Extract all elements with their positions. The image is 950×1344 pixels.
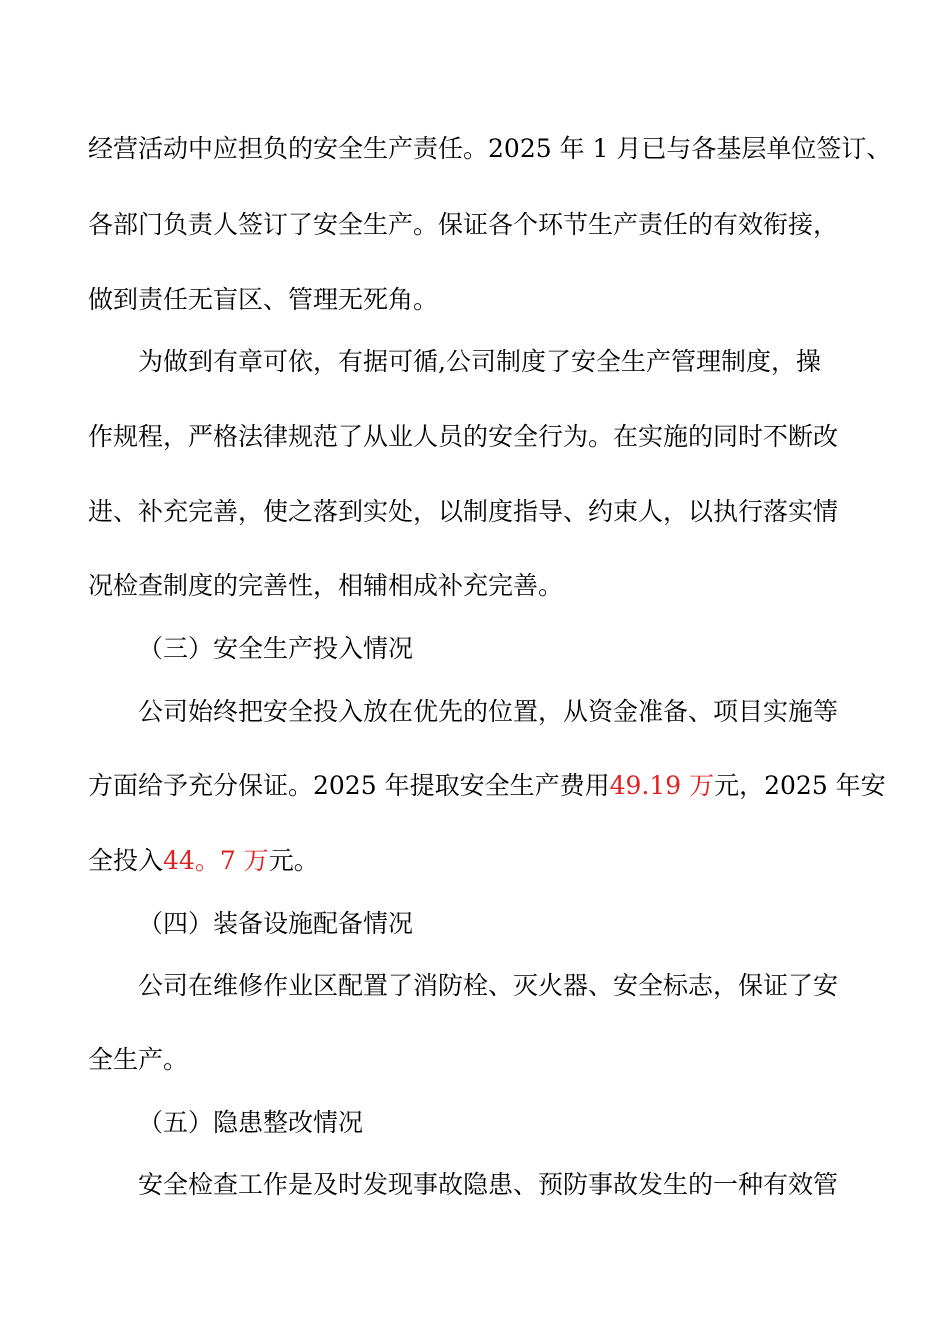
section-heading-3: （三）安全生产投入情况: [138, 634, 414, 663]
paragraph-2-line-1: 为做到有章可依，有据可循,公司制度了安全生产管理制度，操: [138, 347, 821, 376]
paragraph-3-line-2-text-b: 元，2025 年安: [714, 771, 886, 800]
paragraph-1-line-2: 各部门负责人签订了安全生产。保证各个环节生产责任的有效衔接，: [88, 210, 839, 239]
paragraph-4-line-1: 公司在维修作业区配置了消防栓、灭火器、安全标志，保证了安: [138, 971, 839, 1000]
paragraph-3-line-2-text-a: 方面给予充分保证。2025 年提取安全生产费用: [88, 771, 610, 800]
paragraph-5-line-1: 安全检查工作是及时发现事故隐患、预防事故发生的一种有效管: [138, 1170, 839, 1199]
paragraph-2-line-2: 作规程，严格法律规范了从业人员的安全行为。在实施的同时不断改: [88, 422, 839, 451]
paragraph-3-line-2: [88, 771, 886, 801]
paragraph-2-line-4: 况检查制度的完善性，相辅相成补充完善。: [88, 571, 564, 600]
section-heading-5: （五）隐患整改情况: [138, 1108, 364, 1137]
paragraph-3-line-1: 公司始终把安全投入放在优先的位置，从资金准备、项目实施等: [138, 697, 839, 726]
paragraph-3-line-3-text-a: 全投入: [88, 846, 164, 875]
paragraph-4-line-2: 全生产。: [88, 1045, 189, 1074]
paragraph-3-line-3-text-b: 元。: [268, 846, 319, 875]
section-heading-4: （四）装备设施配备情况: [138, 909, 414, 938]
paragraph-1-line-1: 经营活动中应担负的安全生产责任。2025 年 1 月已与各基层单位签订、: [88, 134, 892, 163]
paragraph-1-line-3: 做到责任无盲区、管理无死角。: [88, 285, 439, 314]
paragraph-3-line-3: [88, 846, 319, 876]
safety-investment-amount: 44。7 万: [163, 846, 269, 875]
paragraph-2-line-3: 进、补充完善，使之落到实处，以制度指导、约束人，以执行落实情: [88, 497, 839, 526]
safety-fee-amount: 49.19 万: [609, 771, 715, 800]
